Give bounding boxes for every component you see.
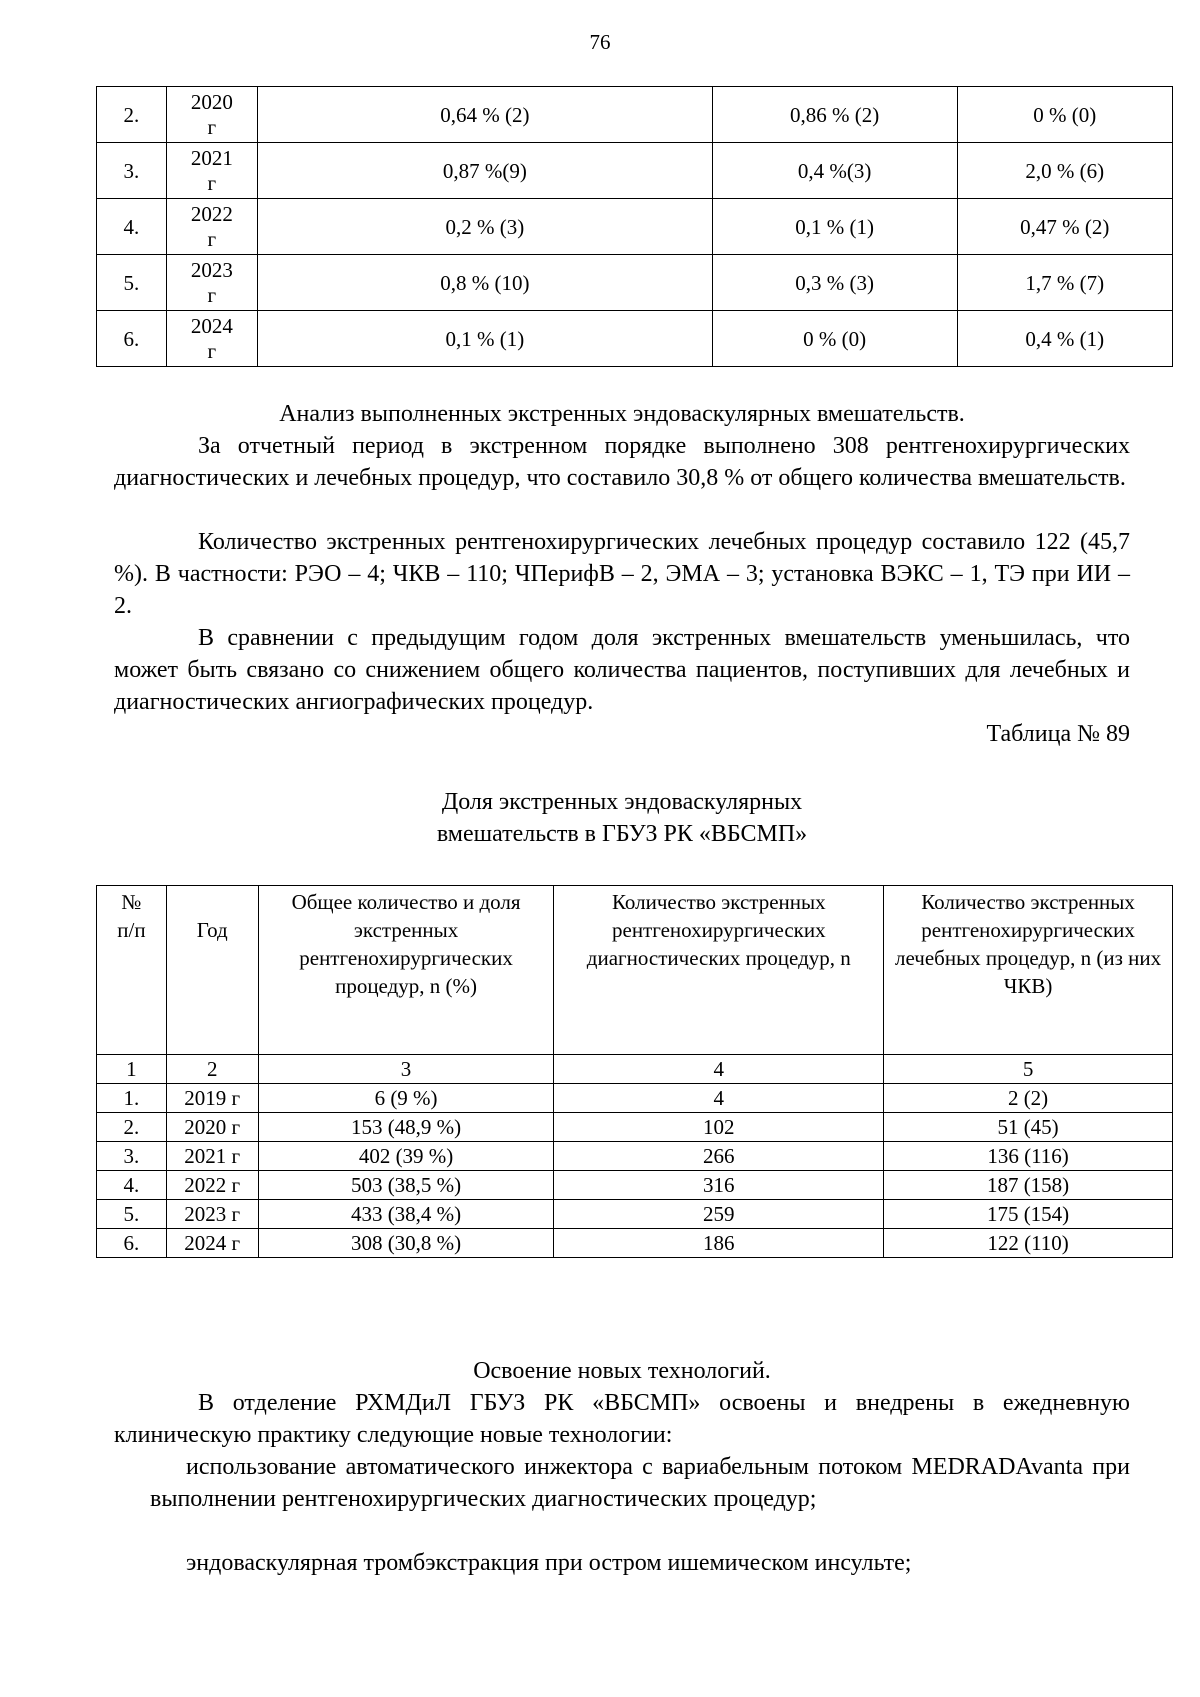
cell-treatment: 122 (110) [884,1229,1173,1258]
table-label: Таблица № 89 [986,721,1130,747]
cell-treatment: 51 (45) [884,1113,1173,1142]
cell-value-2: 0,4 %(3) [712,143,957,199]
header-num-abbr: п/п [117,918,146,942]
cell-treatment: 136 (116) [884,1142,1173,1171]
cell-treatment: 187 (158) [884,1171,1173,1200]
cell-year: 2021 г [166,1142,258,1171]
table-row [97,1200,1173,1229]
cell-year-value: 2022 [190,201,233,226]
cell-num: 5. [97,255,167,311]
index-cell: 1 [97,1055,167,1084]
table-row [97,199,1173,255]
cell-num: 6. [97,1229,167,1258]
cell-year-unit: г [207,114,217,139]
cell-year-value: 2020 [190,89,233,114]
cell-treatment: 175 (154) [884,1200,1173,1229]
cell-value-1: 0,64 % (2) [258,87,713,143]
table-index-row [97,1055,1173,1084]
cell-num: 3. [97,1142,167,1171]
cell-year [166,199,257,255]
section-heading-emergency: Анализ выполненных экстренных эндоваскулярных вмешательств. [279,401,965,427]
cell-value-3: 1,7 % (7) [957,255,1172,311]
cell-year-unit: г [207,338,217,363]
table-row [97,311,1173,367]
page-number: 76 [589,30,611,54]
cell-num: 6. [97,311,167,367]
cell-diagnostic: 4 [554,1084,884,1113]
cell-year [166,87,257,143]
header-num-symbol: № [121,890,142,914]
cell-year-value: 2023 [190,257,233,282]
table-row [97,255,1173,311]
cell-num: 4. [97,199,167,255]
cell-total: 153 (48,9 %) [258,1113,554,1142]
table-row [97,87,1173,143]
cell-diagnostic: 316 [554,1171,884,1200]
cell-num: 4. [97,1171,167,1200]
table-continuation [96,86,1173,367]
cell-value-1: 0,1 % (1) [258,311,713,367]
cell-value-1: 0,87 %(9) [258,143,713,199]
cell-total: 308 (30,8 %) [258,1229,554,1258]
cell-value-1: 0,2 % (3) [258,199,713,255]
list-item-injector: использование автоматического инжектора с вариабельным потоком MEDRADAvanta при выполнении рентгенохирургических диагностических процедур; [150,1454,1130,1512]
table-header-row [97,886,1173,1055]
cell-num: 3. [97,143,167,199]
header-treatment: Количество экстренных рентгенохирургических лечебных процедур, n (из них ЧКВ) [884,886,1173,1055]
cell-diagnostic: 102 [554,1113,884,1142]
cell-value-3: 2,0 % (6) [957,143,1172,199]
table-title-line1: Доля экстренных эндоваскулярных [441,789,803,815]
cell-value-3: 0,4 % (1) [957,311,1172,367]
cell-num: 5. [97,1200,167,1229]
paragraph-emergency-treatment: Количество экстренных рентгенохирургических лечебных процедур составило 122 (45,7 %). В частности: РЭО – 4; ЧКВ – 110; ЧПерифВ – 2, ЭМА – 3; установка ВЭКС – 1, ТЭ при ИИ – 2. [114,529,1130,619]
cell-year: 2024 г [166,1229,258,1258]
table-row [97,1084,1173,1113]
cell-year-value: 2021 [190,145,233,170]
emergency-share-table [96,885,1173,1258]
paragraph-comparison: В сравнении с предыдущим годом доля экстренных вмешательств уменьшилась, что может быть связано со снижением общего количества пациентов, поступивших для лечебных и диагностических ангиографических процедур. [114,625,1130,715]
cell-diagnostic: 266 [554,1142,884,1171]
cell-value-1: 0,8 % (10) [258,255,713,311]
cell-treatment: 2 (2) [884,1084,1173,1113]
index-cell: 5 [884,1055,1173,1084]
cell-year: 2023 г [166,1200,258,1229]
table-row [97,1171,1173,1200]
cell-year-unit: г [207,226,217,251]
header-diagnostic: Количество экстренных рентгенохирургических диагностических процедур, n [554,886,884,1055]
cell-num: 2. [97,1113,167,1142]
cell-value-2: 0 % (0) [712,311,957,367]
cell-year-unit: г [207,170,217,195]
cell-diagnostic: 259 [554,1200,884,1229]
table-row [97,1142,1173,1171]
cell-year-unit: г [207,282,217,307]
cell-year-value: 2024 [190,313,233,338]
header-num [97,886,167,1055]
table-row [97,143,1173,199]
table-title-line2: вмешательств в ГБУЗ РК «ВБСМП» [436,821,808,847]
paragraph-technologies-intro: В отделение РХМДиЛ ГБУЗ РК «ВБСМП» освоены и внедрены в ежедневную клиническую практику следующие новые технологии: [114,1390,1130,1448]
header-year: Год [166,886,258,1055]
cell-value-3: 0 % (0) [957,87,1172,143]
cell-value-2: 0,86 % (2) [712,87,957,143]
paragraph-emergency-total: За отчетный период в экстренном порядке выполнено 308 рентгенохирургических диагностических и лечебных процедур, что составило 30,8 % от общего количества вмешательств. [114,433,1130,491]
table-row [97,1113,1173,1142]
table-row [97,1229,1173,1258]
section-heading-technologies: Освоение новых технологий. [473,1358,771,1384]
cell-year [166,311,257,367]
cell-year [166,255,257,311]
cell-year: 2020 г [166,1113,258,1142]
cell-num: 2. [97,87,167,143]
cell-total: 433 (38,4 %) [258,1200,554,1229]
index-cell: 2 [166,1055,258,1084]
cell-total: 503 (38,5 %) [258,1171,554,1200]
cell-total: 6 (9 %) [258,1084,554,1113]
cell-value-2: 0,1 % (1) [712,199,957,255]
index-cell: 4 [554,1055,884,1084]
list-item-thrombectomy: эндоваскулярная тромбэкстракция при остром ишемическом инсульте; [186,1550,912,1576]
cell-year [166,143,257,199]
table-title [114,786,1130,850]
cell-total: 402 (39 %) [258,1142,554,1171]
cell-diagnostic: 186 [554,1229,884,1258]
cell-year: 2022 г [166,1171,258,1200]
index-cell: 3 [258,1055,554,1084]
cell-year: 2019 г [166,1084,258,1113]
cell-value-2: 0,3 % (3) [712,255,957,311]
cell-num: 1. [97,1084,167,1113]
header-total: Общее количество и доля экстренных рентгенохирургических процедур, n (%) [258,886,554,1055]
cell-value-3: 0,47 % (2) [957,199,1172,255]
